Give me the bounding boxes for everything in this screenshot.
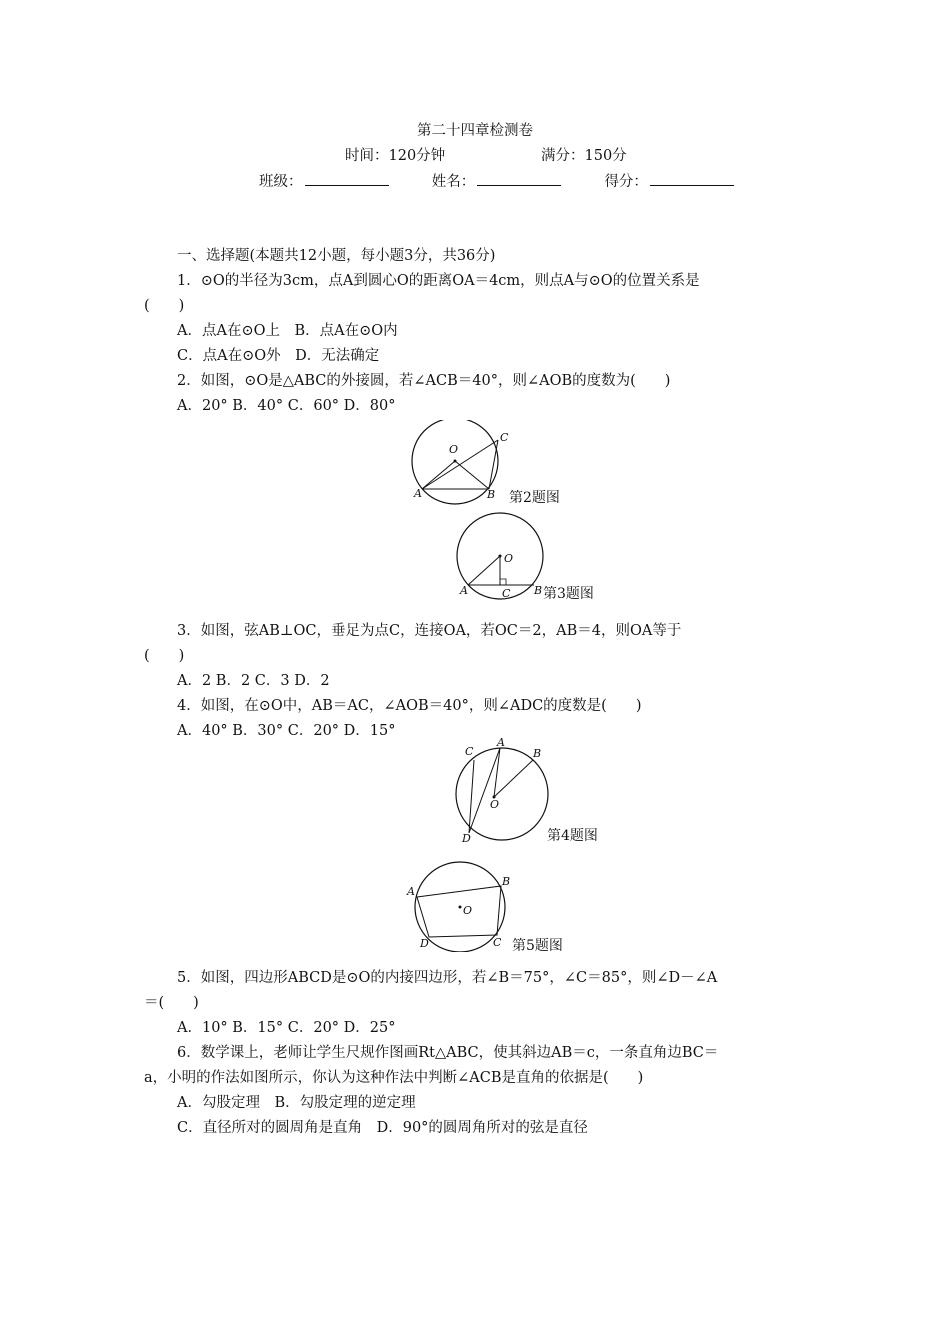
section-heading: 一、选择题(本题共12小题，每小题3分，共36分) bbox=[177, 248, 496, 264]
q2-options: A．20° B．40° C．60° D．80° bbox=[177, 398, 396, 414]
q4-label-b: B bbox=[533, 747, 542, 760]
q4-label-d: D bbox=[462, 832, 471, 845]
q4-label-c: C bbox=[465, 745, 474, 758]
student-info-row bbox=[259, 170, 734, 191]
q3-label-c: C bbox=[502, 587, 511, 600]
page-title: 第二十四章检测卷 bbox=[417, 123, 533, 139]
q5-label-d: D bbox=[420, 937, 429, 950]
q2-figure bbox=[400, 420, 520, 505]
q4-label-o: O bbox=[490, 798, 500, 811]
q1-options-ab: A．点A在⊙O上 B．点A在⊙O内 bbox=[177, 323, 398, 339]
q2-label-o: O bbox=[449, 443, 459, 456]
q5-label-a: A bbox=[407, 885, 415, 898]
q5-figure bbox=[404, 857, 514, 952]
q3-stem: 3．如图，弦AB⊥OC，垂足为点C，连接OA，若OC＝2，AB＝4，则OA等于 bbox=[177, 623, 682, 639]
q2-stem: 2．如图，⊙O是△ABC的外接圆，若∠ACB＝40°，则∠AOB的度数为( ) bbox=[177, 373, 671, 389]
q6-stem-cont: a，小明的作法如图所示，你认为这种作法中判断∠ACB是直角的依据是( ) bbox=[144, 1070, 644, 1086]
q3-label-o: O bbox=[504, 552, 514, 565]
q4-stem: 4．如图，在⊙O中，AB＝AC，∠AOB＝40°，则∠ADC的度数是( ) bbox=[177, 698, 642, 714]
q3-figure bbox=[452, 512, 547, 602]
score-label: 满分：150分 bbox=[541, 148, 627, 164]
name-label: 姓名： bbox=[431, 174, 476, 190]
q3-caption: 第3题图 bbox=[543, 586, 594, 602]
time-label: 时间：120分钟 bbox=[345, 148, 446, 164]
q4-options: A．40° B．30° C．20° D．15° bbox=[177, 723, 396, 739]
q5-caption: 第5题图 bbox=[512, 938, 563, 954]
q5-label-o: O bbox=[463, 904, 473, 917]
grade-label: 得分： bbox=[604, 174, 648, 190]
q2-label-c: C bbox=[500, 431, 509, 444]
q2-caption: 第2题图 bbox=[509, 490, 560, 506]
q4-label-a: A bbox=[497, 736, 505, 749]
q6-stem: 6．数学课上，老师让学生尺规作图画Rt△ABC，使其斜边AB＝c，一条直角边BC＝ bbox=[177, 1045, 719, 1061]
q2-label-b: B bbox=[487, 488, 496, 501]
q3-options: A．2 B．2 C．3 D．2 bbox=[177, 673, 330, 689]
q5-label-c: C bbox=[493, 936, 502, 949]
q6-options-cd: C．直径所对的圆周角是直角 D．90°的圆周角所对的弦是直径 bbox=[177, 1120, 588, 1136]
q2-label-a: A bbox=[414, 487, 422, 500]
q5-stem: 5．如图，四边形ABCD是⊙O的内接四边形，若∠B＝75°，∠C＝85°，则∠D－∠A bbox=[177, 970, 718, 986]
grade-blank bbox=[650, 171, 734, 186]
q1-options-cd: C．点A在⊙O外 D．无法确定 bbox=[177, 348, 380, 364]
q1-stem: 1．⊙O的半径为3cm，点A到圆心O的距离OA＝4cm，则点A与⊙O的位置关系是 bbox=[177, 273, 700, 289]
q6-options-ab: A．勾股定理 B．勾股定理的逆定理 bbox=[177, 1095, 416, 1111]
q3-label-a: A bbox=[460, 584, 468, 597]
q4-caption: 第4题图 bbox=[547, 828, 598, 844]
q4-figure bbox=[448, 733, 558, 848]
class-label: 班级： bbox=[259, 174, 303, 190]
q5-options: A．10° B．15° C．20° D．25° bbox=[177, 1020, 396, 1036]
class-blank bbox=[305, 171, 389, 186]
name-blank bbox=[477, 171, 561, 186]
q5-label-b: B bbox=[502, 875, 511, 888]
q3-answer-paren: ( ) bbox=[144, 648, 185, 664]
q1-answer-paren: ( ) bbox=[144, 298, 185, 314]
q5-answer-paren: ＝( ) bbox=[144, 995, 199, 1011]
q3-label-b: B bbox=[534, 584, 543, 597]
